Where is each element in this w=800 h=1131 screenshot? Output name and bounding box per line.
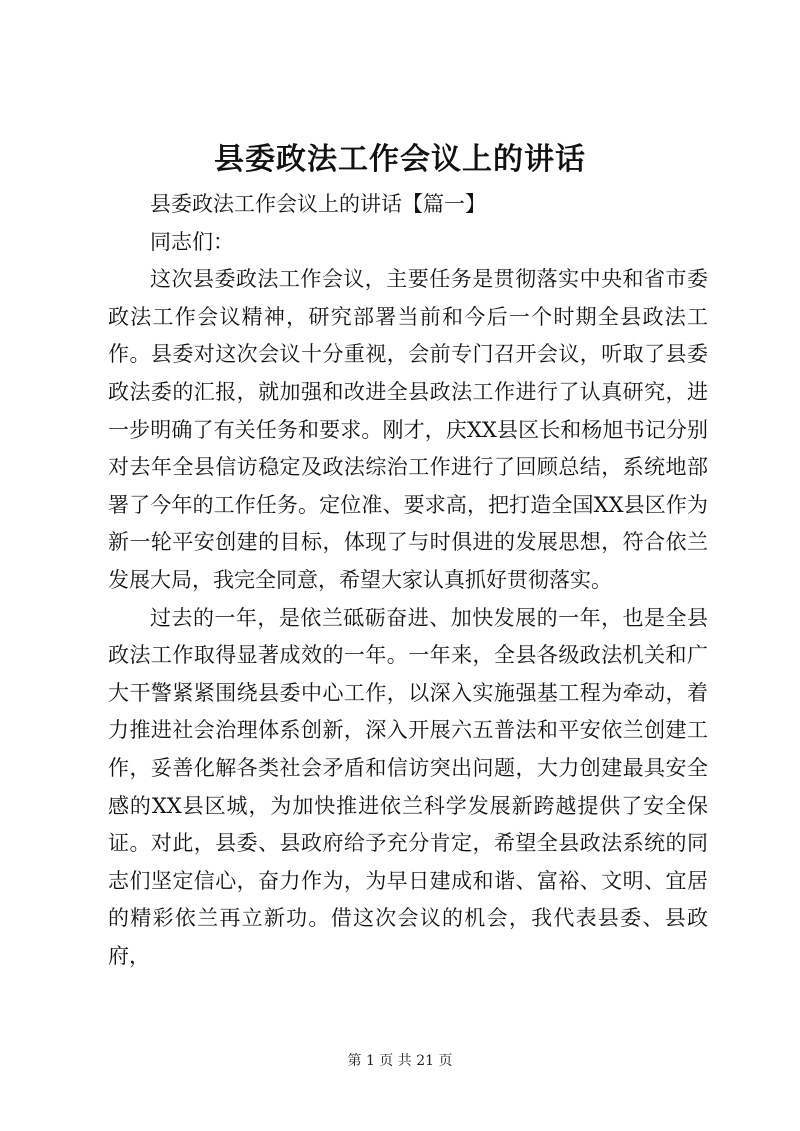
page-footer: 第 1 页 共 21 页 — [347, 1053, 453, 1069]
paragraph: 过去的一年，是依兰砥砺奋进、加快发展的一年，也是全县政法工作取得显著成效的一年。一年来，全县各级政法机关和广大干警紧紧围绕县委中心工作，以深入实施强基工程为牵动，着力推进社会治理体系创新，深入开展六五普法和平安依兰创建工作，妥善化解各类社会矛盾和信访突出问题，大力创建最具安全感的XX县区城，为加快推进依兰科学发展新跨越提供了安全保证。对此，县委、县政府给予充分肯定，希望全县政法系统的同志们坚定信心，奋力作为，为早日建成和谐、富裕、文明、宜居的精彩依兰再立新功。借这次会议的机会，我代表县委、县政府， — [108, 605, 708, 968]
document-body — [108, 186, 708, 975]
section-heading: 县委政法工作会议上的讲话【篇一】 — [150, 192, 486, 216]
salutation: 同志们： — [150, 229, 234, 254]
paragraph: 这次县委政法工作会议，主要任务是贯彻落实中央和省市委政法工作会议精神，研究部署当前和今后一个时期全县政法工作。县委对这次会议十分重视，会前专门召开会议，听取了县委政法委的汇报，就加强和改进全县政法工作进行了认真研究，进一步明确了有关任务和要求。刚才，庆XX县区长和杨旭书记分别对去年全县信访稳定及政法综治工作进行了回顾总结，系统地部署了今年的工作任务。定位准、要求高，把打造全国XX县区作为新一轮平安创建的目标，体现了与时俱进的发展思想，符合依兰发展大局，我完全同意，希望大家认真抓好贯彻落实。 — [108, 267, 708, 592]
document-title: 县委政法工作会议上的讲话 — [214, 142, 586, 177]
